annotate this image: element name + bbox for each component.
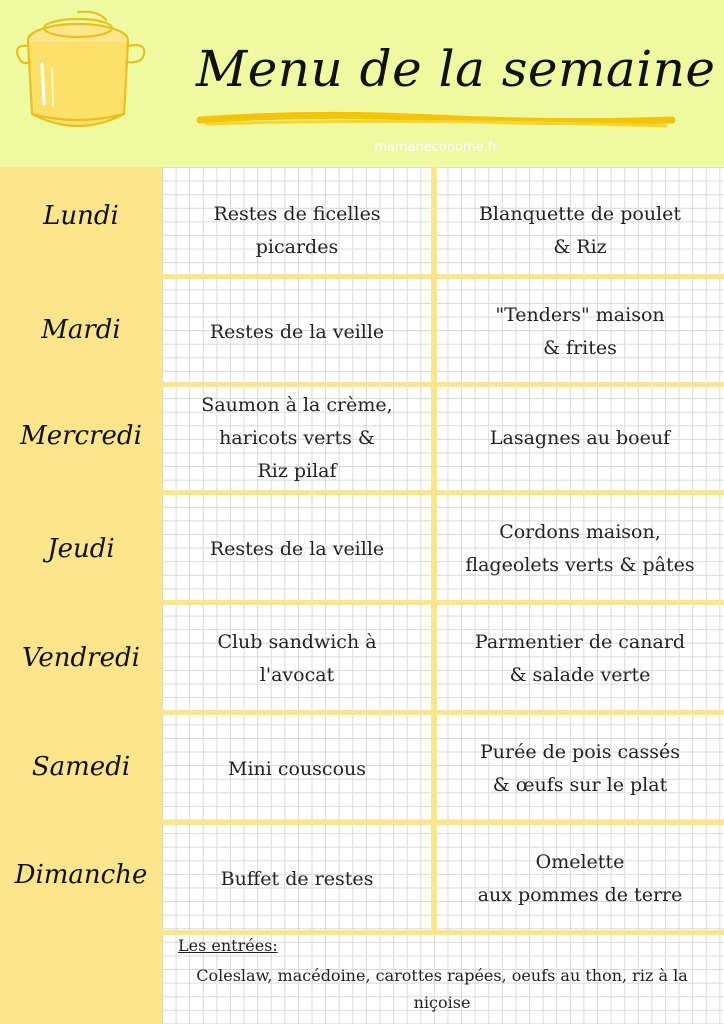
header-banner	[0, 0, 724, 167]
lunch-cell-dimanche	[166, 828, 428, 930]
lunch-cell-samedi	[166, 718, 428, 820]
dinner-line: & salade verte	[509, 664, 651, 686]
lunch-line: l'avocat	[259, 664, 335, 686]
lunch-line: Club sandwich à	[217, 631, 377, 653]
day-label-vendredi: Vendredi	[22, 643, 140, 673]
lunch-line: Restes de ficelles	[213, 203, 381, 225]
day-label-mercredi: Mercredi	[20, 421, 142, 451]
column-divider	[431, 167, 437, 931]
page-title: Menu de la semaine	[196, 40, 716, 98]
day-label-lundi: Lundi	[43, 201, 119, 231]
dinner-line: flageolets verts & pâtes	[465, 554, 695, 576]
dinner-line: aux pommes de terre	[477, 884, 683, 906]
lunch-cell-mardi	[166, 282, 428, 382]
dinner-line: & frites	[543, 337, 617, 359]
dinner-line: Omelette	[535, 851, 625, 873]
lunch-cell-lundi	[166, 191, 428, 271]
dinner-line: "Tenders" maison	[495, 304, 665, 326]
cooking-pot-icon	[12, 6, 150, 138]
dinner-line: Cordons maison,	[499, 521, 661, 543]
lunch-line: Buffet de restes	[220, 867, 374, 890]
row-divider	[162, 710, 724, 715]
dinner-line: Blanquette de poulet	[478, 203, 682, 225]
day-label-jeudi: Jeudi	[47, 534, 115, 564]
lunch-line: Saumon à la crème,	[201, 393, 393, 416]
dinner-line: & Riz	[553, 236, 607, 258]
row-divider	[162, 820, 724, 825]
lunch-cell-jeudi	[166, 498, 428, 600]
site-watermark: mamaneconome.fr	[374, 140, 498, 155]
row-divider	[162, 600, 724, 605]
dinner-line: Parmentier de canard	[474, 631, 686, 653]
lunch-line: haricots verts &	[219, 426, 375, 449]
row-divider	[162, 930, 724, 935]
day-label-samedi: Samedi	[31, 752, 131, 782]
day-label-dimanche: Dimanche	[14, 860, 148, 890]
row-divider	[162, 382, 724, 387]
entrees-label: Les entrées:	[178, 936, 278, 955]
dinner-cell-dimanche	[440, 828, 720, 930]
dinner-line: Purée de pois cassés	[479, 741, 680, 763]
dinner-line: Lasagnes au boeuf	[489, 426, 671, 449]
dinner-cell-jeudi	[440, 498, 720, 600]
lunch-cell-mercredi	[166, 388, 428, 488]
dinner-cell-mardi	[440, 282, 720, 382]
day-label-mardi: Mardi	[41, 315, 121, 345]
days-column	[0, 167, 162, 1024]
dinner-line: & œufs sur le plat	[492, 774, 668, 796]
row-divider	[162, 274, 724, 279]
entrees-text: Coleslaw, macédoine, carottes rapées, oeufs au thon, riz à la niçoise	[196, 966, 688, 1012]
dinner-cell-lundi	[440, 191, 720, 271]
lunch-line: Mini couscous	[227, 757, 367, 780]
dinner-cell-samedi	[440, 718, 720, 820]
lunch-line: Restes de la veille	[209, 537, 385, 560]
lunch-line: Riz pilaf	[257, 459, 337, 482]
row-divider	[162, 490, 724, 495]
lunch-line: picardes	[255, 236, 339, 258]
lunch-line: Restes de la veille	[209, 320, 385, 343]
title-underline-stroke	[196, 108, 676, 134]
dinner-cell-vendredi	[440, 608, 720, 710]
dinner-cell-mercredi	[440, 388, 720, 488]
lunch-cell-vendredi	[166, 608, 428, 710]
